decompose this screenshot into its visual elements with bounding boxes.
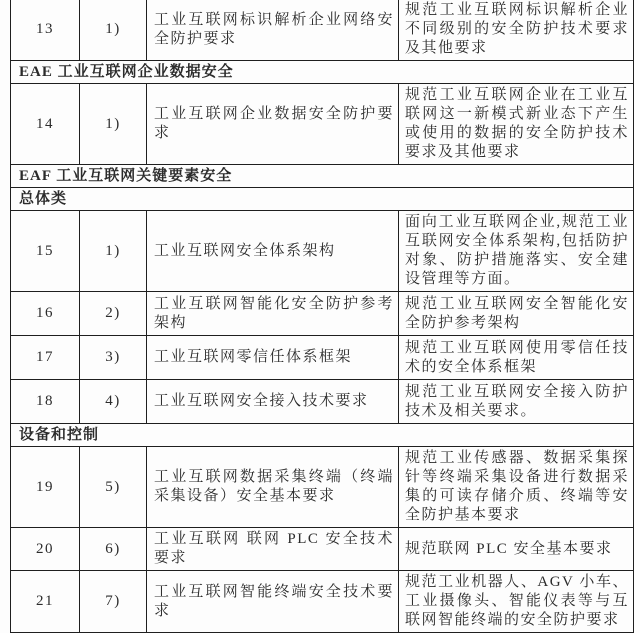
- standards-table-body: [11, 0, 634, 633]
- item-number-cell: 1): [80, 0, 147, 61]
- table-row: [11, 571, 634, 633]
- standard-title-cell: 工业互联网智能化安全防护参考架构: [147, 292, 399, 336]
- standards-table: [10, 0, 634, 633]
- section-row: [11, 165, 634, 188]
- standard-title-cell: 工业互联网数据采集终端（终端采集设备）安全基本要求: [147, 447, 399, 528]
- section-row: [11, 61, 634, 84]
- standard-title-cell: 工业互联网企业数据安全防护要求: [147, 84, 399, 165]
- row-number-cell: 14: [11, 84, 80, 165]
- standard-description-cell: 规范工业互联网标识解析企业不同级别的安全防护技术要求及其他要求: [399, 0, 634, 61]
- row-number-cell: 20: [11, 528, 80, 571]
- row-number-cell: 17: [11, 336, 80, 380]
- standard-title-cell: 工业互联网智能终端安全技术要求: [147, 571, 399, 633]
- row-number-cell: 21: [11, 571, 80, 633]
- standard-description-cell: 规范工业互联网使用零信任技术的安全体系框架: [399, 336, 634, 380]
- section-row: [11, 188, 634, 211]
- row-number-cell: 15: [11, 211, 80, 292]
- section-header-cell: EAF 工业互联网关键要素安全: [11, 165, 634, 188]
- item-number-cell: 1): [80, 84, 147, 165]
- standard-title-cell: 工业互联网 联网 PLC 安全技术要求: [147, 528, 399, 571]
- standard-description-cell: 规范工业互联网安全智能化安全防护参考架构: [399, 292, 634, 336]
- item-number-cell: 5): [80, 447, 147, 528]
- table-row: [11, 292, 634, 336]
- table-row: [11, 528, 634, 571]
- standard-title-cell: 工业互联网安全体系架构: [147, 211, 399, 292]
- table-row: [11, 380, 634, 424]
- row-number-cell: 13: [11, 0, 80, 61]
- table-row: [11, 211, 634, 292]
- section-row: [11, 424, 634, 447]
- item-number-cell: 6): [80, 528, 147, 571]
- table-row: [11, 447, 634, 528]
- standard-title-cell: 工业互联网安全接入技术要求: [147, 380, 399, 424]
- standard-description-cell: 规范工业传感器、数据采集探针等终端采集设备进行数据采集的可读存储介质、终端等安全防护基本要求: [399, 447, 634, 528]
- standard-description-cell: 规范工业机器人、AGV 小车、工业摄像头、智能仪表等与互联网智能终端的安全防护要求: [399, 571, 634, 633]
- item-number-cell: 2): [80, 292, 147, 336]
- standard-description-cell: 面向工业互联网企业,规范工业互联网安全体系架构,包括防护对象、防护措施落实、安全建设管理等方面。: [399, 211, 634, 292]
- standard-description-cell: 规范联网 PLC 安全基本要求: [399, 528, 634, 571]
- section-header-cell: EAE 工业互联网企业数据安全: [11, 61, 634, 84]
- row-number-cell: 18: [11, 380, 80, 424]
- section-header-cell: 设备和控制: [11, 424, 634, 447]
- standard-description-cell: 规范工业互联网企业在工业互联网这一新模式新业态下产生或使用的数据的安全防护技术要求及其他要求: [399, 84, 634, 165]
- item-number-cell: 7): [80, 571, 147, 633]
- item-number-cell: 4): [80, 380, 147, 424]
- item-number-cell: 3): [80, 336, 147, 380]
- standard-title-cell: 工业互联网标识解析企业网络安全防护要求: [147, 0, 399, 61]
- row-number-cell: 16: [11, 292, 80, 336]
- section-header-cell: 总体类: [11, 188, 634, 211]
- row-number-cell: 19: [11, 447, 80, 528]
- item-number-cell: 1): [80, 211, 147, 292]
- table-row: [11, 0, 634, 61]
- standard-title-cell: 工业互联网零信任体系框架: [147, 336, 399, 380]
- table-row: [11, 336, 634, 380]
- table-row: [11, 84, 634, 165]
- standard-description-cell: 规范工业互联网安全接入防护技术及相关要求。: [399, 380, 634, 424]
